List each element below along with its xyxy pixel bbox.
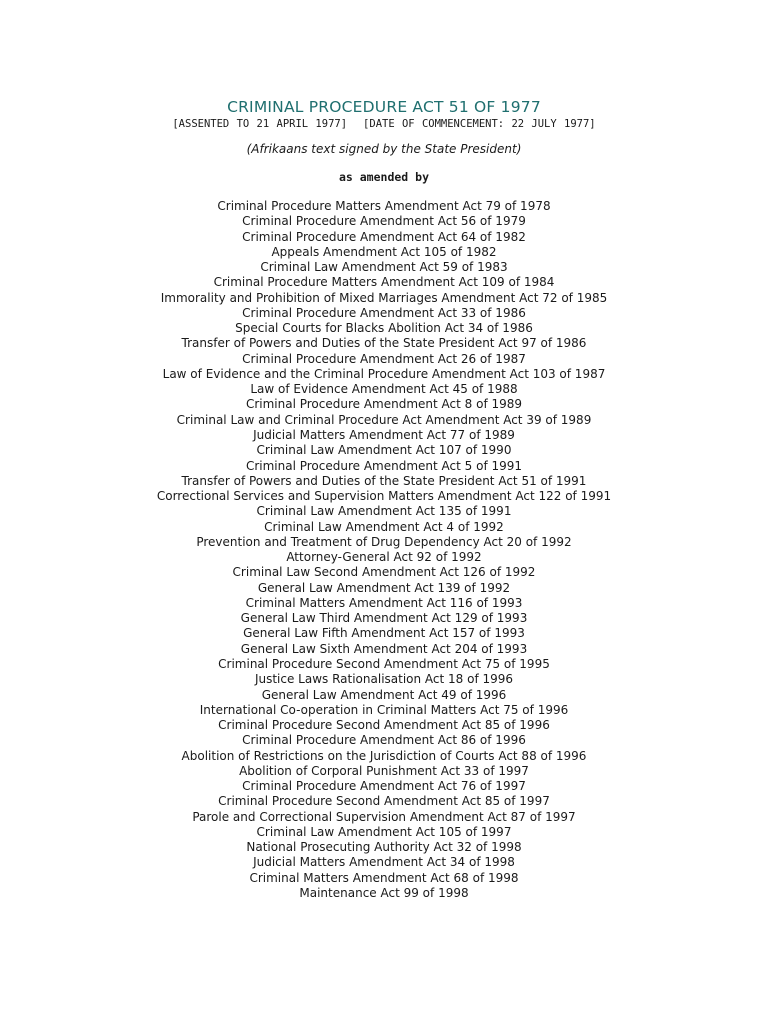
amendment-item: General Law Sixth Amendment Act 204 of 1993 (240, 641, 528, 656)
amendment-item: Criminal Procedure Second Amendment Act 85 of 1996 (218, 718, 550, 733)
amendment-item: Abolition of Restrictions on the Jurisdiction of Courts Act 88 of 1996 (181, 748, 587, 763)
amendment-item: Appeals Amendment Act 105 of 1982 (271, 244, 497, 259)
amendment-item: Attorney-General Act 92 of 1992 (286, 550, 482, 565)
amendment-item: Criminal Matters Amendment Act 68 of 1998 (249, 870, 519, 885)
amendment-item: Criminal Law Amendment Act 135 of 1991 (256, 504, 512, 519)
amendment-item: General Law Third Amendment Act 129 of 1993 (240, 611, 528, 626)
amendment-item: Criminal Procedure Matters Amendment Act 79 of 1978 (217, 199, 551, 213)
amendment-item: Criminal Procedure Amendment Act 26 of 1987 (242, 351, 526, 366)
amendment-item: Criminal Law Amendment Act 107 of 1990 (256, 443, 512, 458)
amendment-item: National Prosecuting Authority Act 32 of 1998 (246, 840, 522, 855)
amendment-item: Law of Evidence and the Criminal Procedure Amendment Act 103 of 1987 (162, 366, 606, 381)
amendment-item: Prevention and Treatment of Drug Dependency Act 20 of 1992 (196, 534, 572, 549)
amendment-item: Judicial Matters Amendment Act 34 of 1998 (253, 855, 515, 870)
amendment-item: Criminal Procedure Amendment Act 64 of 1982 (242, 229, 526, 244)
amendment-list (0, 199, 768, 901)
amendment-item: Maintenance Act 99 of 1998 (299, 885, 469, 900)
amendment-item: Criminal Procedure Amendment Act 76 of 1997 (242, 779, 526, 794)
amendment-item: Criminal Procedure Amendment Act 5 of 1991 (245, 458, 523, 473)
amended-by-heading: as amended by (338, 170, 429, 184)
amendment-item: Criminal Law Amendment Act 59 of 1983 (260, 260, 508, 275)
amendment-item: Justice Laws Rationalisation Act 18 of 1996 (254, 672, 514, 687)
amendment-item: Criminal Law Amendment Act 105 of 1997 (256, 824, 512, 839)
amendment-item: Criminal Procedure Amendment Act 86 of 1996 (242, 733, 526, 748)
amendment-item: Transfer of Powers and Duties of the State President Act 51 of 1991 (181, 473, 587, 488)
document-dates (0, 117, 768, 131)
amendment-item: Correctional Services and Supervision Matters Amendment Act 122 of 1991 (156, 489, 612, 504)
amendment-item: Criminal Matters Amendment Act 116 of 1993 (245, 595, 523, 610)
amendment-item: Criminal Procedure Second Amendment Act 85 of 1997 (218, 794, 550, 809)
amendment-item: Criminal Procedure Amendment Act 8 of 1989 (245, 397, 523, 412)
amendment-item: Parole and Correctional Supervision Amendment Act 87 of 1997 (192, 809, 576, 824)
afrikaans-note: (Afrikaans text signed by the State President) (246, 142, 522, 156)
amendment-item: General Law Amendment Act 139 of 1992 (257, 580, 511, 595)
assented-date: [ASSENTED TO 21 APRIL 1977] (172, 118, 348, 130)
amendment-item: Criminal Law Second Amendment Act 126 of 1992 (232, 565, 536, 580)
amendment-item: Criminal Procedure Amendment Act 56 of 1979 (242, 214, 526, 229)
amendment-item: Criminal Procedure Second Amendment Act 75 of 1995 (218, 656, 550, 671)
commencement-date: [DATE OF COMMENCEMENT: 22 JULY 1977] (363, 118, 596, 130)
amendment-item: Immorality and Prohibition of Mixed Marriages Amendment Act 72 of 1985 (160, 290, 608, 305)
amendment-item: Law of Evidence Amendment Act 45 of 1988 (250, 382, 518, 397)
amendment-item: General Law Amendment Act 49 of 1996 (261, 687, 507, 702)
amendment-item: Criminal Law and Criminal Procedure Act Amendment Act 39 of 1989 (176, 412, 592, 427)
document-title: CRIMINAL PROCEDURE ACT 51 OF 1977 (227, 98, 541, 116)
amendment-item: Abolition of Corporal Punishment Act 33 of 1997 (239, 763, 529, 778)
amendment-item: Judicial Matters Amendment Act 77 of 1989 (253, 427, 515, 442)
amendment-item: Criminal Procedure Amendment Act 33 of 1986 (242, 305, 526, 320)
amendment-item: General Law Fifth Amendment Act 157 of 1993 (243, 626, 525, 641)
amendment-item: Transfer of Powers and Duties of the State President Act 97 of 1986 (181, 336, 587, 351)
amendment-item: Criminal Law Amendment Act 4 of 1992 (264, 519, 504, 534)
amendment-item: Special Courts for Blacks Abolition Act 34 of 1986 (235, 321, 533, 336)
amendment-item: Criminal Procedure Matters Amendment Act 109 of 1984 (213, 275, 555, 290)
amendment-item: International Co-operation in Criminal Matters Act 75 of 1996 (199, 702, 569, 717)
